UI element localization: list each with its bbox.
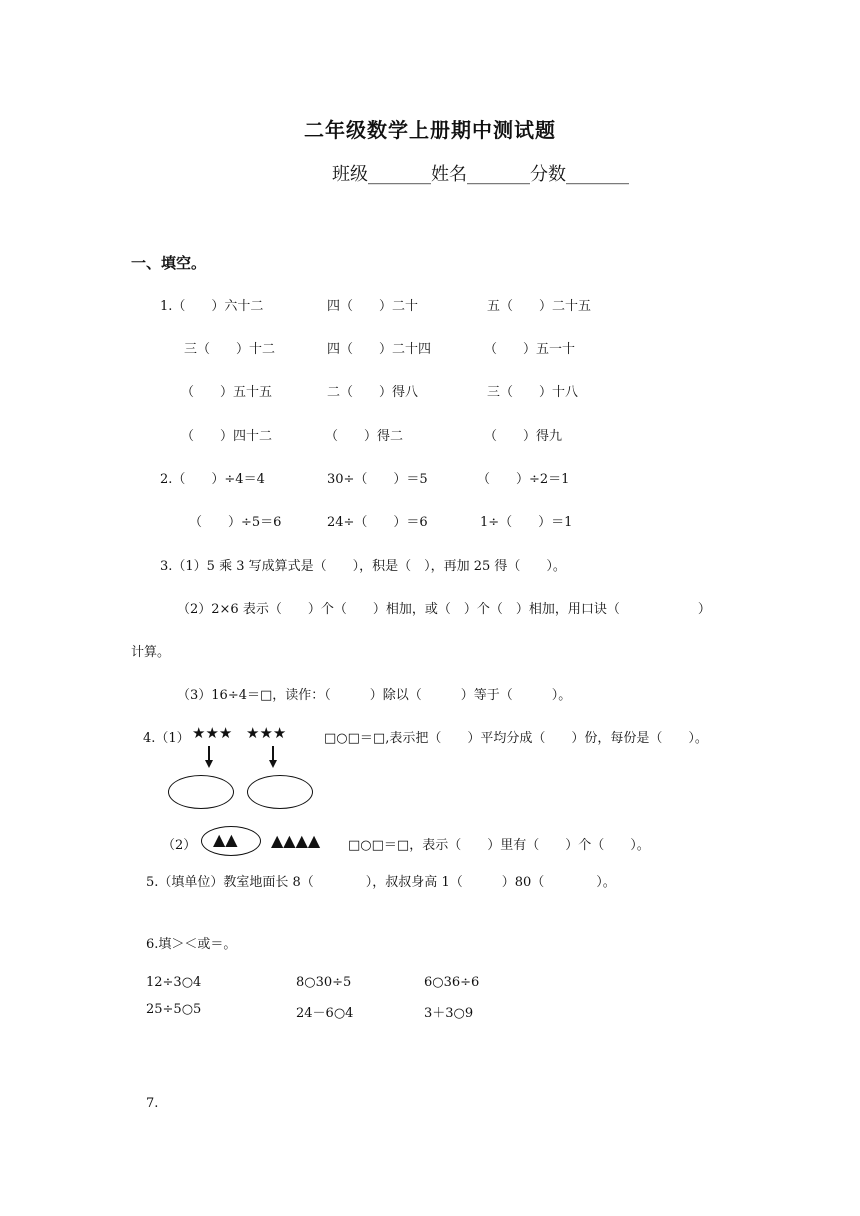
empty-oval-1 — [168, 775, 234, 809]
q1-row4-col3: （ ）得九 — [484, 429, 563, 444]
triangles-outside: ▲▲▲▲ — [271, 831, 321, 850]
q1-row1-col3: 五（ ）二十五 — [487, 299, 592, 314]
q1-row2-col3: （ ）五一十 — [484, 342, 576, 357]
student-info-line: 班级_______姓名_______分数_______ — [332, 164, 629, 185]
page-title: 二年级数学上册期中测试题 — [304, 118, 556, 142]
q3-line2-continued: 计算。 — [131, 645, 171, 660]
q6-row2-col1: 25÷5○5 — [146, 1002, 202, 1017]
q3-line2: （2）2×6 表示（ ）个（ ）相加，或（ ）个（ ）相加，用口诀（ ） — [177, 602, 711, 617]
q1-row2-col1: 三（ ）十二 — [184, 342, 276, 357]
q1-row3-col3: 三（ ）十八 — [487, 385, 579, 400]
q4-part1-label: 4.（1） — [143, 731, 190, 746]
q6-row1-col3: 6○36÷6 — [424, 975, 480, 990]
q1-row4-col2: （ ）得二 — [325, 429, 404, 444]
arrow-down-icon — [272, 746, 274, 761]
q3-line3: （3）16÷4＝□，读作：（ ）除以（ ）等于（ ）。 — [177, 688, 572, 703]
q2-row2-col3: 1÷（ ）＝1 — [480, 515, 573, 530]
q1-row3-col1: （ ）五十五 — [181, 385, 273, 400]
q1-row1-col1: 1.（ ）六十二 — [160, 299, 264, 314]
q4-part2-text: □○□＝□，表示（ ）里有（ ）个（ ）。 — [348, 838, 650, 853]
q2-row1-col2: 30÷（ ）＝5 — [327, 472, 428, 487]
q4-part1-text: □○□＝□,表示把（ ）平均分成（ ）份，每份是（ ）。 — [324, 731, 708, 746]
empty-oval-2 — [247, 775, 313, 809]
q1-row1-col2: 四（ ）二十 — [327, 299, 419, 314]
q1-row2-col2: 四（ ）二十四 — [327, 342, 432, 357]
q2-row2-col1: （ ）÷5＝6 — [189, 515, 282, 530]
q2-row2-col2: 24÷（ ）＝6 — [327, 515, 428, 530]
q6-row2-col2: 24－6○4 — [296, 1006, 354, 1021]
star-group-1: ★★★ — [192, 724, 233, 742]
star-group-2: ★★★ — [246, 724, 287, 742]
q5-text: 5.（填单位）教室地面长 8（ ），叔叔身高 1（ ）80（ ）。 — [146, 875, 616, 890]
q1-row3-col2: 二（ ）得八 — [327, 385, 419, 400]
q6-row1-col1: 12÷3○4 — [146, 975, 202, 990]
q6-row1-col2: 8○30÷5 — [296, 975, 352, 990]
q7-label: 7. — [146, 1096, 159, 1111]
q2-row1-col1: 2.（ ）÷4＝4 — [160, 472, 265, 487]
q4-part2-label: （2） — [162, 838, 197, 853]
triangles-in-oval: ▲▲ — [213, 830, 238, 849]
arrow-head-icon — [205, 760, 213, 768]
arrow-head-icon — [269, 760, 277, 768]
q6-prompt: 6.填＞＜或＝。 — [146, 937, 237, 952]
q2-row1-col3: （ ）÷2＝1 — [477, 472, 570, 487]
q6-row2-col3: 3＋3○9 — [424, 1006, 474, 1021]
q3-line1: 3.（1）5 乘 3 写成算式是（ ），积是（ ），再加 25 得（ ）。 — [160, 559, 566, 574]
arrow-down-icon — [208, 746, 210, 761]
section-heading: 一、填空。 — [131, 254, 207, 272]
q1-row4-col1: （ ）四十二 — [181, 429, 273, 444]
